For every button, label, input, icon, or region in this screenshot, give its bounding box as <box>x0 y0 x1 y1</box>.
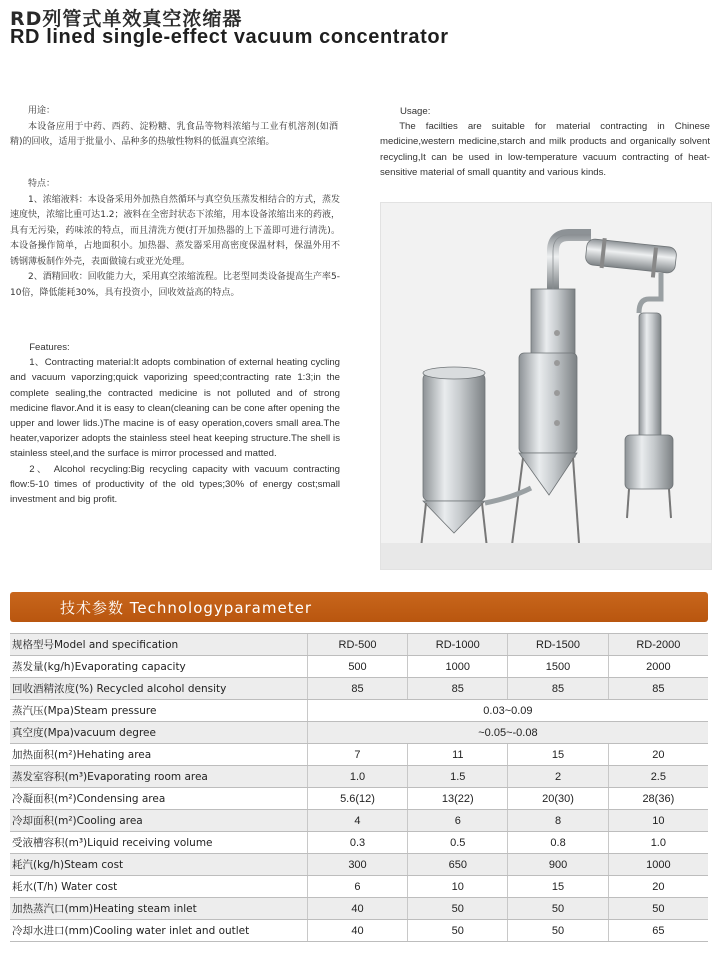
row-label: 加热蒸汽口(mm)Heating steam inlet <box>10 898 307 920</box>
row-value: 50 <box>608 898 708 920</box>
row-value: 13(22) <box>408 788 508 810</box>
row-value: 1.0 <box>608 832 708 854</box>
row-value: 85 <box>408 678 508 700</box>
header-model: RD-1500 <box>508 634 608 656</box>
row-value: 5.6(12) <box>307 788 407 810</box>
row-value: 20(30) <box>508 788 608 810</box>
row-value: 6 <box>408 810 508 832</box>
usage-en-text: The facilties are suitable for material contracting in Chinese medicine,western medicine,starch and milk products and organically solvent recycling,It can be used in low-temperature vacuum contracting of heat-sensitive material of small quantity and various kinds. <box>380 121 710 178</box>
table-row <box>10 678 708 700</box>
usage-english <box>380 104 710 180</box>
table-row <box>10 766 708 788</box>
row-value: 1.0 <box>307 766 407 788</box>
usage-cn-text: 本设备应用于中药、西药、淀粉糖、乳食品等物料浓缩与工业有机溶剂(如酒精)的回收，适用于批量小、品种多的热敏性物料的低温真空浓缩。 <box>10 121 338 147</box>
row-value: 10 <box>608 810 708 832</box>
table-header-row <box>10 634 708 656</box>
row-value: 6 <box>307 876 407 898</box>
usage-en-heading: Usage: <box>400 106 431 117</box>
features-en-item2: 2、 Alcohol recycling:Big recycling capacity with vacuum contracting flow:5-10 times of productivity of the old types;30% of energy cost;small investment and big profit. <box>10 463 340 506</box>
row-value: 0.8 <box>508 832 608 854</box>
section-title: 技术参数 Technologyparameter <box>60 599 312 617</box>
row-value: 0.3 <box>307 832 407 854</box>
row-label: 回收酒精浓度(%) Recycled alcohol density <box>10 678 307 700</box>
row-label: 蒸汽压(Mpa)Steam pressure <box>10 700 307 722</box>
row-value: 1500 <box>508 656 608 678</box>
row-label: 耗汽(kg/h)Steam cost <box>10 854 307 876</box>
row-value: 900 <box>508 854 608 876</box>
row-value: 0.5 <box>408 832 508 854</box>
features-chinese <box>10 177 340 301</box>
row-value: 50 <box>508 898 608 920</box>
row-value: 11 <box>408 744 508 766</box>
header-label: 规格型号Model and specification <box>10 634 307 656</box>
features-en-heading: Features: <box>29 342 70 353</box>
table-row <box>10 722 708 744</box>
row-value: 1000 <box>408 656 508 678</box>
row-value: 20 <box>608 744 708 766</box>
row-value: 40 <box>307 920 407 942</box>
table-row <box>10 832 708 854</box>
row-label: 冷却面积(m²)Cooling area <box>10 810 307 832</box>
features-english <box>10 340 340 507</box>
usage-cn-heading: 用途： <box>28 106 56 116</box>
table-row <box>10 656 708 678</box>
row-value: 85 <box>508 678 608 700</box>
technology-parameter-banner <box>10 592 708 622</box>
row-value: 15 <box>508 744 608 766</box>
table-row <box>10 854 708 876</box>
row-value: 10 <box>408 876 508 898</box>
table-row <box>10 898 708 920</box>
row-value: 7 <box>307 744 407 766</box>
row-value: 2000 <box>608 656 708 678</box>
row-value: 300 <box>307 854 407 876</box>
row-label: 冷凝面积(m²)Condensing area <box>10 788 307 810</box>
row-value: 85 <box>307 678 407 700</box>
row-value: 40 <box>307 898 407 920</box>
table-row <box>10 788 708 810</box>
row-value: 65 <box>608 920 708 942</box>
concentrator-illustration <box>381 203 711 569</box>
table-row <box>10 744 708 766</box>
row-value: 4 <box>307 810 407 832</box>
row-label: 真空度(Mpa)vacuum degree <box>10 722 307 744</box>
table-row <box>10 920 708 942</box>
row-value: 85 <box>608 678 708 700</box>
row-label: 蒸发量(kg/h)Evaporating capacity <box>10 656 307 678</box>
title-chinese: RD列管式单效真空浓缩器 <box>10 8 243 30</box>
row-merged-value: 0.03~0.09 <box>307 700 708 722</box>
features-cn-item2: 2、酒精回收：回收能力大，采用真空浓缩流程。比老型同类设备提高生产率5-10倍，降低能耗30%，具有投资小，回收效益高的特点。 <box>10 272 340 298</box>
header-model: RD-1000 <box>408 634 508 656</box>
row-value: 2 <box>508 766 608 788</box>
row-value: 500 <box>307 656 407 678</box>
row-value: 50 <box>508 920 608 942</box>
row-label: 受液槽容积(m³)Liquid receiving volume <box>10 832 307 854</box>
row-value: 20 <box>608 876 708 898</box>
row-label: 耗水(T/h) Water cost <box>10 876 307 898</box>
row-value: 50 <box>408 920 508 942</box>
row-merged-value: ~0.05~-0.08 <box>307 722 708 744</box>
row-value: 50 <box>408 898 508 920</box>
features-cn-item1: 1、浓缩液料：本设备采用外加热自然循环与真空负压蒸发相结合的方式，蒸发速度快，浓缩比重可达1.2；液料在全密封状态下浓缩，用本设备浓缩出来的药液，具有无污染，药味浓的特点，而且清洗方便(打开加热器的上下盖即可进行清洗)。本设备操作简单，占地面积小。加热器、蒸发器采用高密度保温材料，保温外用不锈钢薄板制作外壳，表面做镜右或亚光处理。 <box>10 194 340 267</box>
row-value: 15 <box>508 876 608 898</box>
product-photo <box>380 202 712 570</box>
header-model: RD-2000 <box>608 634 708 656</box>
header-model: RD-500 <box>307 634 407 656</box>
row-value: 1.5 <box>408 766 508 788</box>
row-label: 加热面积(m²)Hehating area <box>10 744 307 766</box>
usage-chinese <box>10 104 338 151</box>
row-value: 28(36) <box>608 788 708 810</box>
row-value: 2.5 <box>608 766 708 788</box>
table-row <box>10 700 708 722</box>
row-value: 8 <box>508 810 608 832</box>
features-cn-heading: 特点： <box>28 179 56 189</box>
spec-table <box>10 633 708 942</box>
features-en-item1: 1、Contracting material:It adopts combination of external heating cycling and vacuum vaporzing;quick vaporizing speed;contracting rate 1:3;in the complete sealing,the contracted medicine is not polluted and of strong medicine flavor.And it is easy to clean(cleaning can be cone after opening the upper and lower lids.)The macine is of easy operation,covers small area.The heater,vaporizer adopts the stainless steel heat keeping structure.The shell is stainless steel,and the surface is mirror processed and matted. <box>10 357 340 460</box>
title-english: RD lined single-effect vacuum concentrator <box>10 26 449 48</box>
row-value: 650 <box>408 854 508 876</box>
row-label: 蒸发室容积(m³)Evaporating room area <box>10 766 307 788</box>
table-row <box>10 876 708 898</box>
row-label: 冷却水进口(mm)Cooling water inlet and outlet <box>10 920 307 942</box>
table-row <box>10 810 708 832</box>
row-value: 1000 <box>608 854 708 876</box>
